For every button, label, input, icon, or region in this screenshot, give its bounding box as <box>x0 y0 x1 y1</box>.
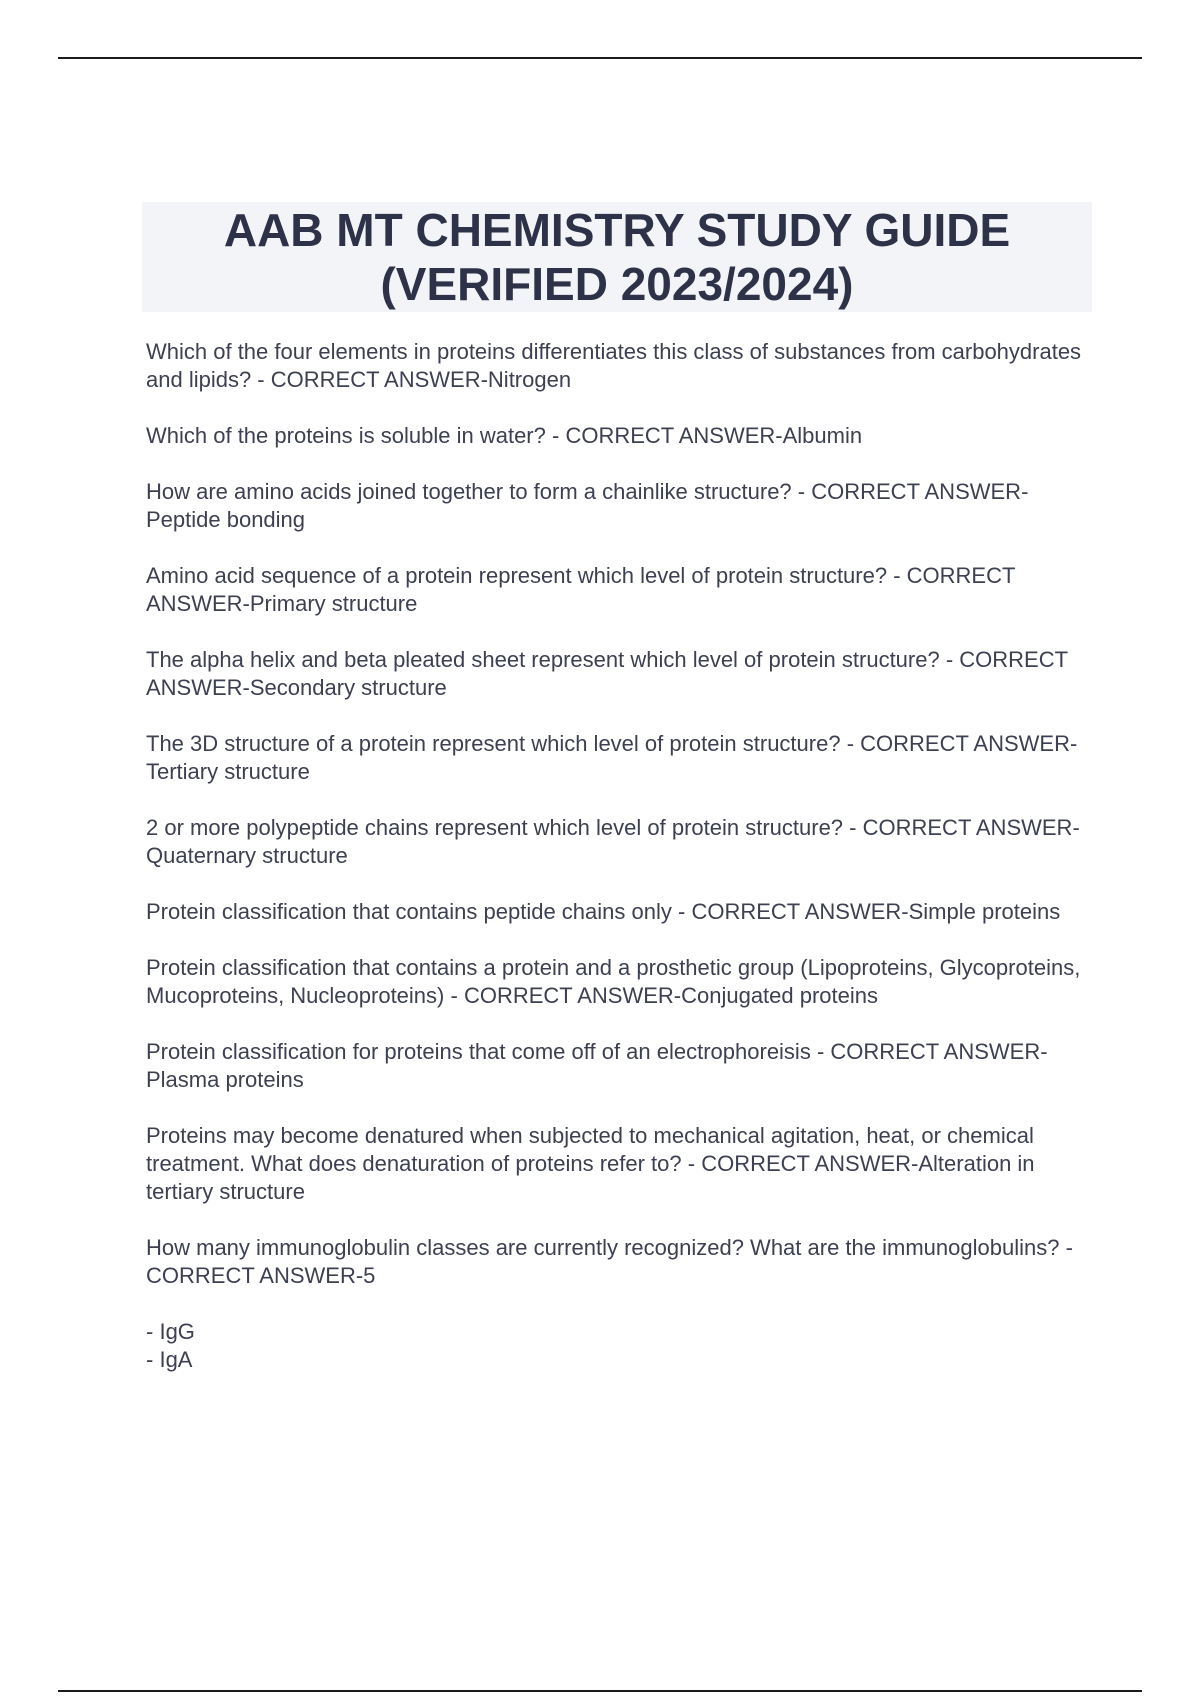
answer: - CORRECT ANSWER-Tertiary structure <box>146 731 1077 784</box>
answer: - CORRECT ANSWER-Albumin <box>546 423 862 448</box>
answer: - CORRECT ANSWER-Alteration in tertiary structure <box>146 1151 1035 1204</box>
answer: - CORRECT ANSWER-Nitrogen <box>251 367 571 392</box>
bottom-rule <box>58 1690 1142 1692</box>
qa-item <box>146 646 1086 702</box>
document-title: AAB MT CHEMISTRY STUDY GUIDE <box>223 204 1011 256</box>
question: Amino acid sequence of a protein represent which level of protein structure? <box>146 563 888 588</box>
qa-item <box>146 338 1086 394</box>
question: 2 or more polypeptide chains represent which level of protein structure? <box>146 815 844 840</box>
answer: - CORRECT ANSWER-Simple proteins <box>672 899 1060 924</box>
qa-item <box>146 1122 1086 1206</box>
qa-item <box>146 730 1086 786</box>
question: Protein classification for proteins that come off of an electrophoreisis <box>146 1039 811 1064</box>
answer: - CORRECT ANSWER-5 <box>146 1235 1073 1288</box>
list-item: - IgG <box>146 1318 1086 1346</box>
title-block <box>142 202 1092 312</box>
question: How are amino acids joined together to form a chainlike structure? <box>146 479 792 504</box>
answer: - CORRECT ANSWER-Secondary structure <box>146 647 1068 700</box>
qa-item <box>146 898 1086 926</box>
study-guide-content <box>146 338 1086 1374</box>
answer: - CORRECT ANSWER-Primary structure <box>146 563 1015 616</box>
qa-item <box>146 1234 1086 1290</box>
question: The 3D structure of a protein represent which level of protein structure? <box>146 731 841 756</box>
answer: - CORRECT ANSWER-Conjugated proteins <box>444 983 878 1008</box>
answer: - CORRECT ANSWER-Peptide bonding <box>146 479 1028 532</box>
question: The alpha helix and beta pleated sheet represent which level of protein structure? <box>146 647 940 672</box>
question: Which of the four elements in proteins differentiates this class of substances from carbohydrates and lipids? <box>146 339 1082 392</box>
document-subtitle: (VERIFIED 2023/2024) <box>380 258 854 310</box>
qa-item <box>146 954 1086 1010</box>
immunoglobulin-list <box>146 1318 1086 1374</box>
top-rule <box>58 57 1142 59</box>
answer: - CORRECT ANSWER-Plasma proteins <box>146 1039 1048 1092</box>
question: Proteins may become denatured when subjected to mechanical agitation, heat, or chemical treatment. What does denaturation of proteins refer to? <box>146 1123 1034 1176</box>
question: Which of the proteins is soluble in water? <box>146 423 546 448</box>
question: Protein classification that contains peptide chains only <box>146 899 672 924</box>
list-item: - IgA <box>146 1346 1086 1374</box>
question: How many immunoglobulin classes are currently recognized? What are the immunoglobulins? <box>146 1235 1060 1260</box>
qa-item <box>146 422 1086 450</box>
qa-item <box>146 1038 1086 1094</box>
qa-item <box>146 478 1086 534</box>
answer: - CORRECT ANSWER-Quaternary structure <box>146 815 1080 868</box>
question: Protein classification that contains a protein and a prosthetic group (Lipoproteins, Glycoproteins, Mucoproteins, Nucleoproteins) <box>146 955 1081 1008</box>
qa-item <box>146 562 1086 618</box>
qa-item <box>146 814 1086 870</box>
